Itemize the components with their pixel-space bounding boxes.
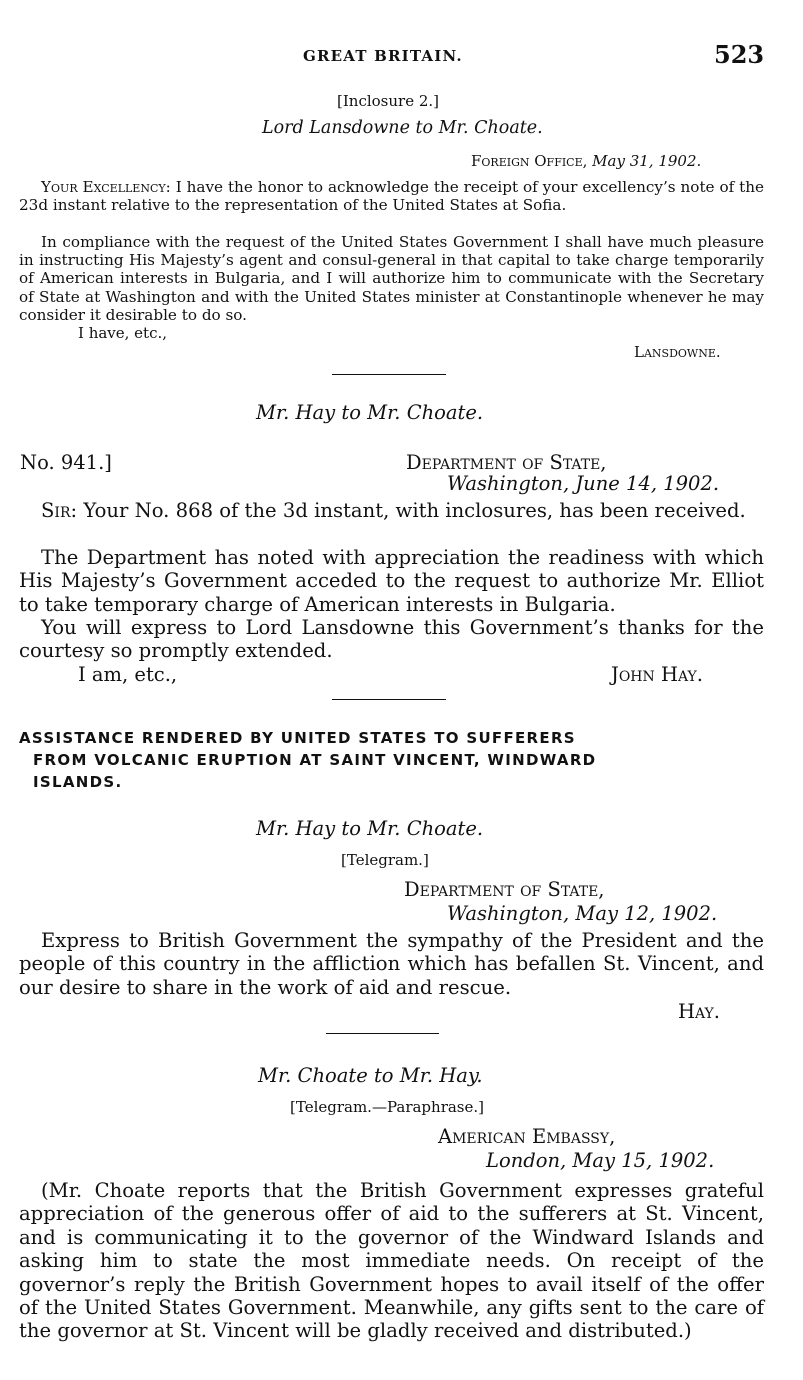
letter-paragraph: In compliance with the request of the United States Government I shall have much pleasure in instructing His Majesty’s agent and consul-general in that capital to take charge temporarily of American interests in Bulgaria, and I will authorize him to communicate with the Secretary of State at Washington and with the United States minister at Constantinople whenever he may consider it desirable to do so. [19,233,764,324]
salutation: Sir: [41,499,78,522]
closing: I have, etc., [78,324,168,342]
divider-rule [332,374,446,375]
dateline-place: American Embassy, [438,1125,616,1148]
letter-paragraph: (Mr. Choate reports that the British Government expresses grateful appreciation of the generous offer of aid to the sufferers at St. Vincent, and is communicating it to the governor of the Windward Islands and asking him to state the most immediate needs. On receipt of the governor’s reply the British Government hopes to avail itself of the offer of the United States Government. Meanwhile, any gifts sent to the care of the governor at St. Vincent will be gladly received and distributed.) [19,1179,764,1343]
letter-heading: Mr. Hay to Mr. Choate. [256,817,484,840]
letter-paragraph [19,178,764,214]
telegram-note: [Telegram.—Paraphrase.] [290,1098,484,1116]
dateline-date: London, May 15, 1902. [486,1149,715,1172]
letter-heading: Mr. Choate to Mr. Hay. [258,1064,483,1087]
dateline-place: Foreign Office, [471,152,588,170]
dispatch-number: No. 941.] [20,451,112,474]
salutation: Your Excellency: [41,178,171,196]
letter-paragraph: Express to British Government the sympathy of the President and the people of this country in the affliction which has befallen St. Vincent, and our desire to share in the work of aid and rescue. [19,929,764,999]
dateline-date: May 31, 1902. [592,152,702,170]
letter-paragraph: The Department has noted with appreciation the readiness with which His Majesty’s Government acceded to the request to authorize Mr. Elliot to take temporary charge of American interests in Bulgaria. [19,546,764,616]
section-title [19,727,759,793]
letter-paragraph: You will express to Lord Lansdowne this Government’s thanks for the courtesy so promptly extended. [19,616,764,663]
dateline-date: Washington, May 12, 1902. [447,902,718,925]
inclosure-label: [Inclosure 2.] [337,92,440,110]
section-title-line: FROM VOLCANIC ERUPTION AT SAINT VINCENT, WINDWARD [33,751,597,769]
dateline-date: Washington, June 14, 1902. [447,472,720,495]
letter-heading: Mr. Hay to Mr. Choate. [256,401,484,424]
divider-rule [332,699,446,700]
signature: Lansdowne. [634,343,721,361]
telegram-note: [Telegram.] [341,851,429,869]
closing: I am, etc., [78,663,178,686]
page-number: 523 [714,40,765,69]
divider-rule [326,1033,439,1034]
paragraph-text: Your No. 868 of the 3d instant, with inclosures, has been received. [83,499,746,522]
signature: John Hay. [611,663,703,686]
dateline-place: Department of State, [404,878,605,901]
signature: Hay. [678,1000,720,1023]
running-header-title: GREAT BRITAIN. [303,47,463,65]
dateline-place: Department of State, [406,451,607,474]
letter-paragraph [19,499,764,522]
letter-heading: Lord Lansdowne to Mr. Choate. [262,118,543,138]
paragraph-text: I have the honor to acknowledge the receipt of your excellency’s note of the 23d instant relative to the representation of the United States at Sofia. [19,178,765,215]
dateline [471,152,701,170]
section-title-line: ASSISTANCE RENDERED BY UNITED STATES TO SUFFERERS [19,729,576,747]
section-title-line: ISLANDS. [33,773,123,791]
